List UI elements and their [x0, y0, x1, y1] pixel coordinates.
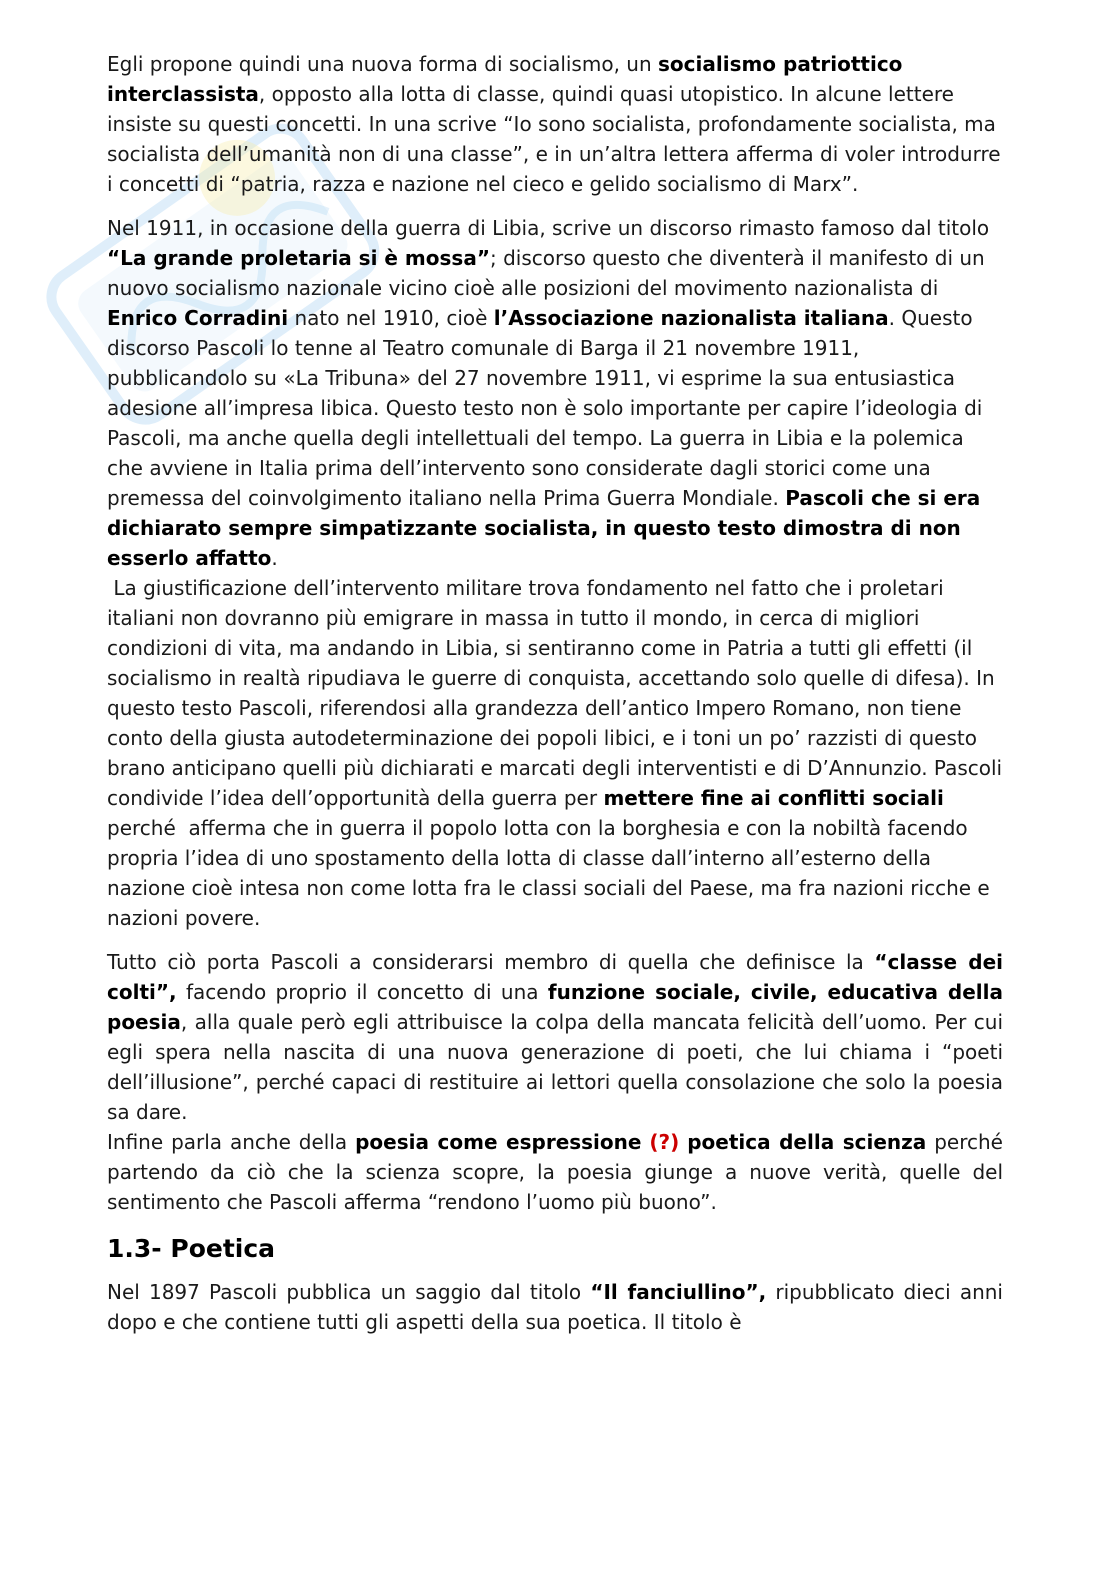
- text-run: , opposto alla lotta di classe, quindi quasi utopistico. In alcune lettere insiste su questi concetti. In una scrive “Io sono socialista, profondamente socialista, ma socialista dell’umanità non di una classe”, e in un’altra lettera afferma di voler introdurre i concetti di “patria, razza e nazione nel cieco e gelido socialismo di Marx”.: [107, 82, 1001, 196]
- text-run: La giustificazione dell’intervento militare trova fondamento nel fatto che i proletari italiani non dovranno più emigrare in massa in tutto il mondo, in cerca di migliori condizioni di vita, ma andando in Libia, si sentiranno come in Patria a tutti gli effetti (il socialismo in realtà ripudiava le guerre di conquista, accettando solo quelle di difesa). In questo testo Pascoli, riferendosi alla grandezza dell’antico Impero Romano, non tiene conto della giusta autodeterminazione dei popoli libici, e i toni un po’ razzisti di questo brano anticipano quelli più dichiarati e marcati degli interventisti e di D’Annunzio. Pascoli condivide l’idea dell’opportunità della guerra per: [107, 576, 1009, 810]
- text-run: Nel 1897 Pascoli pubblica un saggio dal titolo: [107, 1280, 591, 1304]
- bold-text: Enrico Corradini: [107, 306, 289, 330]
- text-run: , alla quale però egli attribuisce la colpa della mancata felicità dell’uomo. Per cui egli spera nella nascita di una nuova generazione di poeti, che lui chiama i “poeti dell’illusione”, perché capaci di restituire ai lettori quella consolazione che solo la poesia sa dare.: [107, 1010, 1003, 1124]
- bold-text: Pascoli che si era dichiarato sempre simpatizzante socialista, in questo testo dimostra di non esserlo affatto: [107, 486, 981, 570]
- bold-text: mettere fine ai conflitti sociali: [603, 786, 944, 810]
- text-run: facendo proprio il concetto di una: [176, 980, 548, 1004]
- text-run: Tutto ciò porta Pascoli a considerarsi membro di quella che definisce la: [107, 950, 875, 974]
- bold-text: “Il fanciullino”,: [590, 1280, 767, 1304]
- paragraph-fanciullino: [107, 1277, 1003, 1337]
- section-heading-poetica: 1.3- Poetica: [107, 1234, 276, 1263]
- bold-text: l’Associazione nazionalista italiana: [493, 306, 889, 330]
- bold-text: poesia come espressione: [355, 1130, 642, 1154]
- text-run: Egli propone quindi una nuova forma di socialismo, un: [107, 52, 658, 76]
- text-run: Nel 1911, in occasione della guerra di Libia, scrive un discorso rimasto famoso dal titolo: [107, 216, 990, 240]
- text-run: ; discorso questo che diventerà il manifesto di un nuovo socialismo nazionale vicino cioè alle posizioni del movimento nazionalista di: [107, 246, 985, 300]
- bold-text: socialismo patriottico interclassista: [107, 52, 903, 106]
- text-run: . Questo discorso Pascoli lo tenne al Teatro comunale di Barga il 21 novembre 1911, pubblicandolo su «La Tribuna» del 27 novembre 1911, vi esprime la sua entusiastica adesione all’impresa libica. Questo testo non è solo importante per capire l’ideologia di Pascoli, ma anche quella degli intellettuali del tempo. La guerra in Libia e la polemica che avviene in Italia prima dell’intervento sono considerate dagli storici come una premessa del coinvolgimento italiano nella Prima Guerra Mondiale.: [107, 306, 983, 510]
- paragraph-guerra-libia: [107, 213, 1003, 573]
- text-run: ripubblicato dieci anni dopo e che contiene tutti gli aspetti della sua poetica. Il titolo è: [107, 1280, 1003, 1334]
- paragraph-poesia-scienza: [107, 1127, 1003, 1217]
- text-run: perché partendo da ciò che la scienza scopre, la poesia giunge a nuove verità, quelle del sentimento che Pascoli afferma “rendono l’uomo più buono”.: [107, 1130, 1003, 1214]
- text-run: nato nel 1910, cioè: [288, 306, 494, 330]
- question-mark-note: (?): [649, 1130, 680, 1154]
- document-body: [107, 49, 1009, 1351]
- paragraph-socialismo: [107, 49, 1003, 199]
- bold-text: funzione sociale, civile, educativa della poesia: [107, 980, 1004, 1034]
- bold-text: “classe dei colti”,: [107, 950, 1003, 1004]
- bold-text: poetica della scienza: [687, 1130, 927, 1154]
- text-run: .: [271, 546, 278, 570]
- text-run: perché afferma che in guerra il popolo lotta con la borghesia e con la nobiltà facendo propria l’idea di uno spostamento della lotta di classe dall’interno all’esterno della nazione cioè intesa non come lotta fra le classi sociali del Paese, ma fra nazioni ricche e nazioni povere.: [107, 786, 997, 930]
- bold-text: “La grande proletaria si è mossa”: [107, 246, 490, 270]
- paragraph-intervento-militare: [107, 573, 1009, 933]
- paragraph-classe-dei-colti: [107, 947, 1003, 1127]
- text-run: Infine parla anche della: [107, 1130, 356, 1154]
